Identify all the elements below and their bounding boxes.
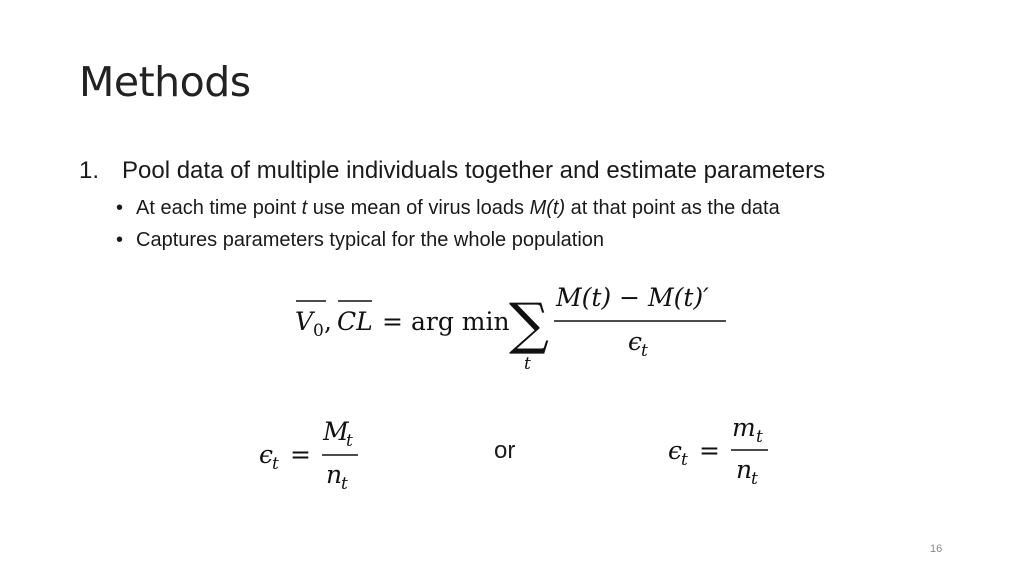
eps1-numerator-sub: t — [346, 431, 353, 451]
sum-index: t — [524, 354, 531, 374]
main-denominator-sub: t — [641, 341, 648, 361]
eps1-denominator-sub: t — [341, 474, 348, 494]
or-label: or — [494, 437, 516, 464]
eps2-numerator-sub: t — [756, 427, 763, 447]
comma: , — [324, 307, 332, 336]
main-point-text: Pool data of multiple individuals together and estimate parameters — [122, 157, 826, 184]
slide-title: Methods — [79, 58, 251, 106]
sub-bullet-2-text: Captures parameters typical for the whole population — [136, 229, 605, 251]
eps2-denominator-sub: t — [751, 469, 758, 489]
main-numerator: M(t) − M(t)′ — [556, 283, 709, 312]
v-subscript-0: 0 — [313, 321, 324, 341]
list-number: 1. — [79, 157, 100, 184]
cl-symbol: CL — [337, 307, 373, 336]
eps2-equals: = — [699, 436, 720, 465]
argmin-text: arg min — [411, 307, 510, 336]
eps2-denominator: n — [736, 455, 753, 484]
eps1-sub: t — [272, 454, 279, 474]
sub-bullet-1-pre: At each time point — [136, 197, 302, 219]
eps2-numerator: m — [732, 413, 756, 442]
bullet-dot: • — [116, 229, 124, 251]
eps1-equals: = — [290, 440, 311, 469]
bullet-dot: • — [116, 197, 124, 219]
v-symbol: V — [295, 307, 314, 336]
sub-bullet-1-var-mt: M(t) — [529, 197, 566, 219]
sum-symbol: ∑ — [509, 292, 549, 357]
eps1-symbol: ϵ — [259, 440, 274, 469]
sub-bullet-1-mid: use mean of virus loads — [307, 197, 530, 219]
eps2-sub: t — [681, 450, 688, 470]
sub-bullet-1-post: at that point as the data — [565, 197, 780, 219]
eps1-numerator: M — [323, 417, 349, 446]
eps2-symbol: ϵ — [668, 436, 683, 465]
main-denominator-eps: ϵ — [628, 327, 643, 356]
equals: = — [382, 307, 403, 336]
page-number: 16 — [930, 543, 943, 555]
sub-bullet-1-var-t: t — [301, 197, 308, 219]
eps1-denominator: n — [326, 460, 343, 489]
